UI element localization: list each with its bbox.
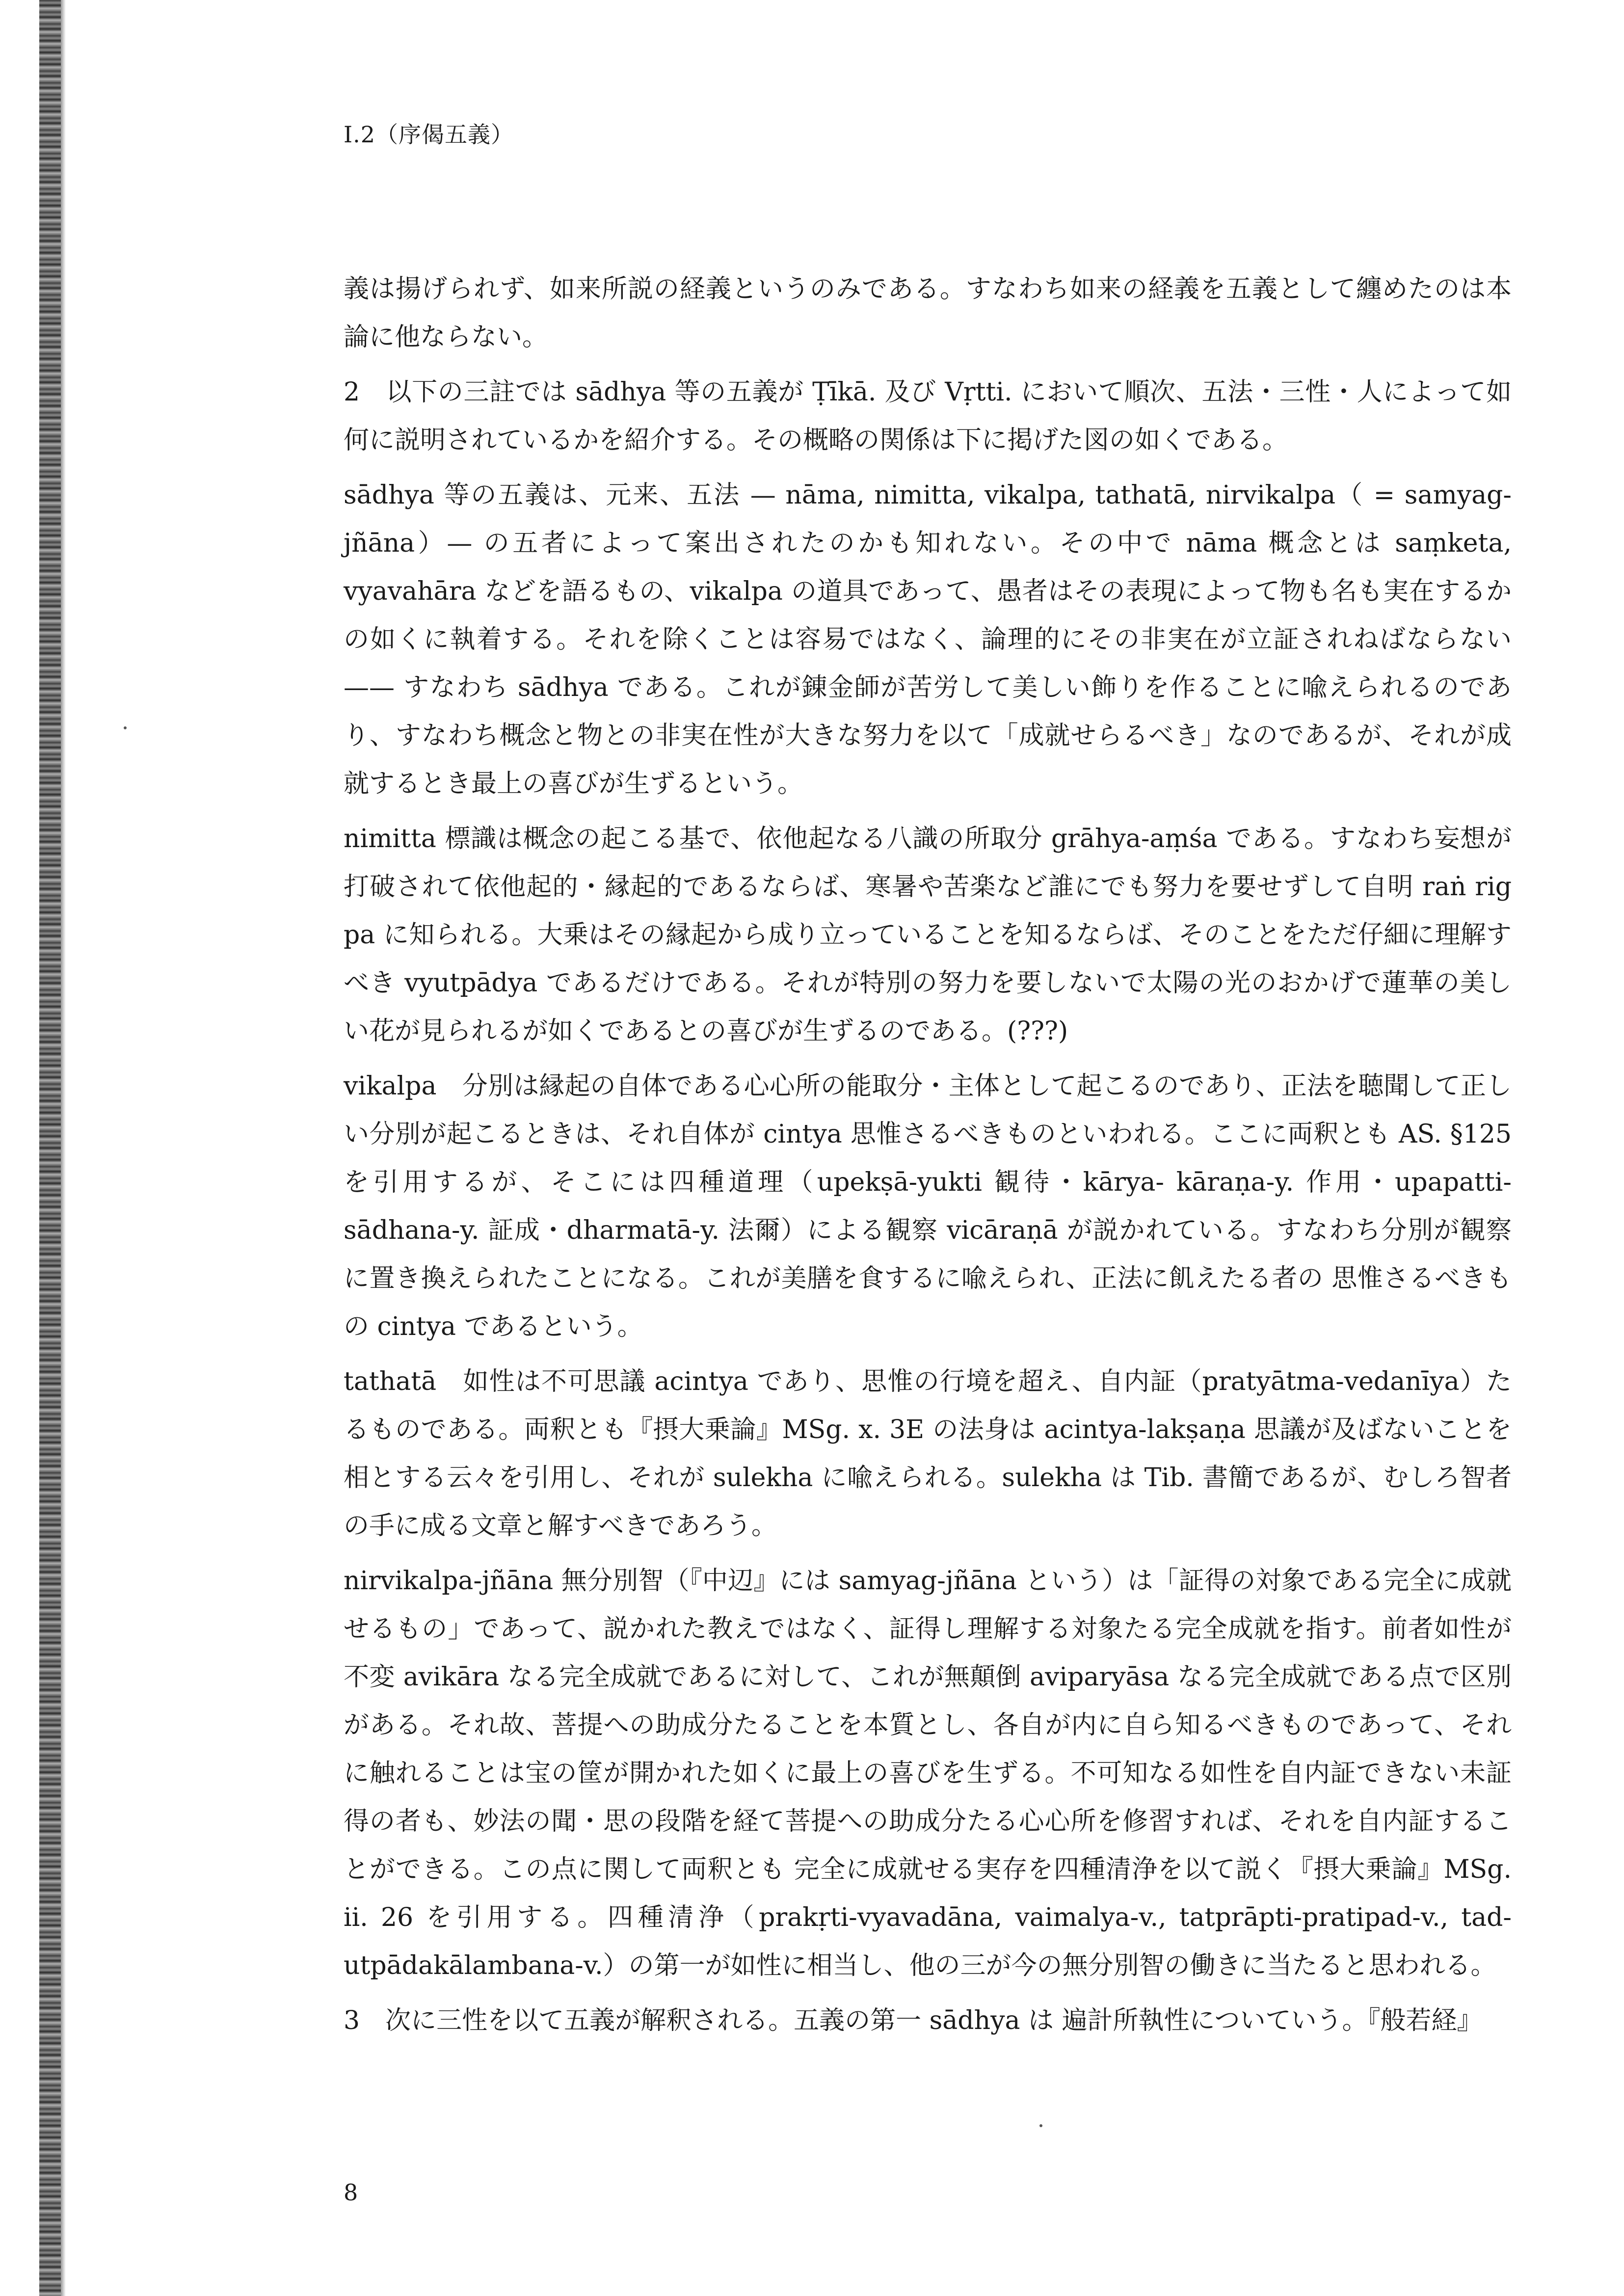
paragraph: nimitta 標識は概念の起こる基で、依他起なる八識の所取分 grāhya-aṃśa である。すなわち妄想が打破されて依他起的・縁起的であるならば、寒暑や苦楽など誰にでも努力を要せずして自明 raṅ rig pa に知られる。大乗はその縁起から成り立っていることを知るならば、そのことをただ仔細に理解すべき vyutpādya であるだけである。それが特別の努力を要しないで太陽の光のおかげで蓮華の美しい花が見られるが如くであるとの喜びが生ずるのである。(???) xyxy=(344,824,1512,1046)
paragraph: 3 次に三性を以て五義が解釈される。五義の第一 sādhya は 遍計所執性についていう。『般若経』 xyxy=(344,2006,1483,2035)
scan-speck xyxy=(1039,2124,1042,2127)
paragraph: 2 以下の三註では sādhya 等の五義が Ṭīkā. 及び Vṛtti. において順次、五法・三性・人によって如何に説明されているかを紹介する。その概略の関係は下に掲げた図の如くである。 xyxy=(344,377,1512,455)
paragraph: 義は揚げられず、如来所説の経義というのみである。すなわち如来の経義を五義として纏めたのは本論に他ならない。 xyxy=(344,274,1512,352)
page-number: 8 xyxy=(344,2179,358,2206)
scan-speck xyxy=(124,726,127,729)
paragraph: sādhya 等の五義は、元来、五法 — nāma, nimitta, vikalpa, tathatā, nirvikalpa（ = samyag-jñāna）— の五者によって案出されたのかも知れない。その中で nāma 概念とは saṃketa, vyavahāra などを語るもの、vikalpa の道具であって、愚者はその表現によって物も名も実在するかの如くに執着する。それを除くことは容易ではなく、論理的にその非実在が立証されねばならない —— すなわち sādhya である。これが錬金師が苦労して美しい飾りを作ることに喩えられるのであり、すなわち概念と物との非実在性が大きな努力を以て「成就せらるべき」なのであるが、それが成就するとき最上の喜びが生ずるという。 xyxy=(344,481,1512,799)
paragraph: nirvikalpa-jñāna 無分別智（『中辺』には samyag-jñāna という）は「証得の対象である完全に成就せるもの」であって、説かれた教えではなく、証得し理解する対象たる完全成就を指す。前者如性が不変 avikāra なる完全成就であるに対して、これが無顛倒 aviparyāsa なる完全成就である点で区別がある。それ故、菩提への助成分たることを本質とし、各自が内に自ら知るべきものであって、それに触れることは宝の筐が開かれた如くに最上の喜びを生ずる。不可知なる如性を自内証できない未証得の者も、妙法の聞・思の段階を経て菩提への助成分たる心心所を修習すれば、それを自内証することができる。この点に関して両釈とも 完全に成就せる実存を四種清浄を以て説く『摂大乗論』MSg. ii. 26 を引用する。四種清浄（prakṛti-vyavadāna, vaimalya-v., tatprāpti-pratipad-v., tad-utpādakālambana-v.）の第一が如性に相当し、他の三が今の無分別智の働きに当たると思われる。 xyxy=(344,1566,1512,1980)
paragraph: tathatā 如性は不可思議 acintya であり、思惟の行境を超え、自内証（pratyātma-vedanīya）たるものである。両釈とも『摂大乗論』MSg. x. 3E の法身は acintya-lakṣaṇa 思議が及ばないことを相とする云々を引用し、それが sulekha に喩えられる。sulekha は Tib. 書簡であるが、むしろ智者の手に成る文章と解すべきであろう。 xyxy=(344,1367,1512,1541)
binding-edge xyxy=(39,0,61,2296)
body-text xyxy=(344,265,1512,2052)
paragraph: vikalpa 分別は縁起の自体である心心所の能取分・主体として起こるのであり、正法を聴聞して正しい分別が起こるときは、それ自体が cintya 思惟さるべきものといわれる。ここに両釈とも AS. §125 を引用するが、そこには四種道理（upekṣā-yukti 観待・kārya- kāraṇa-y. 作用・upapatti-sādhana-y. 証成・dharmatā-y. 法爾）による観察 vicāraṇā が説かれている。すなわち分別が観察に置き換えられたことになる。これが美膳を食するに喩えられ、正法に飢えたる者の 思惟さるべきもの cintya であるという。 xyxy=(344,1071,1512,1341)
running-head: I.2（序偈五義） xyxy=(344,121,514,148)
